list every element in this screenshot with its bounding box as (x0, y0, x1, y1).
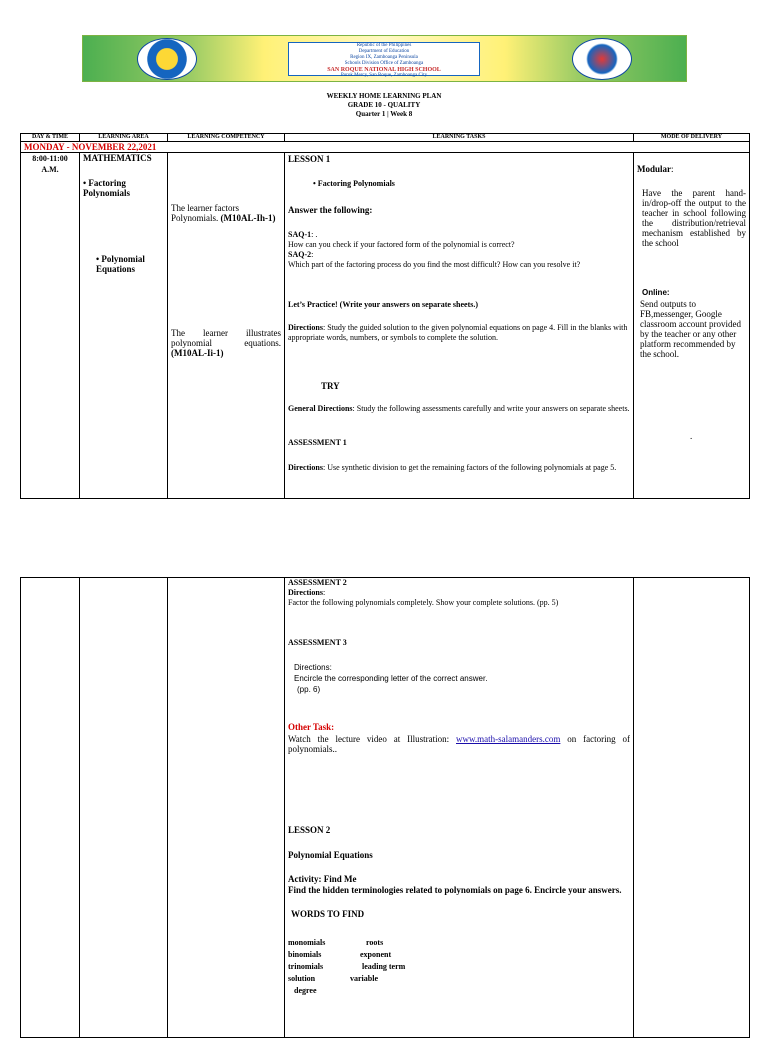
plan-table-page1 (20, 133, 750, 499)
time-text: 8:00-11:00 A.M. (32, 154, 68, 174)
directions-text: Factor the following polynomials completely. Show your complete solutions. (pp. 5) (288, 598, 559, 607)
doc-title: WEEKLY HOME LEARNING PLAN (326, 92, 442, 100)
col-header: LEARNING TASKS (285, 134, 634, 142)
directions-2 (288, 463, 630, 473)
day-label: MONDAY - NOVEMBER 22,2021 (21, 142, 750, 153)
time-cell-empty (21, 578, 80, 1038)
directions-suffix: : (322, 588, 326, 597)
online-label: Online: (642, 288, 670, 297)
mode-cell-empty (634, 578, 750, 1038)
directions-text: : Study the guided solution to the given polynomial equations on page 4. Fill in the blanks with appropriate words, numbers, or symbols to complete the solution. (288, 323, 628, 342)
assessment-2-directions (288, 588, 630, 608)
other-task-label: Other Task: (288, 722, 335, 732)
deped-seal-logo (572, 38, 632, 80)
saq-1-label: SAQ-1 (288, 230, 312, 239)
directions-label: Directions (288, 588, 323, 597)
competency-1 (171, 203, 281, 223)
competency-2-text: The learner illustrates polynomial equations. (171, 328, 281, 348)
trailing-dot: . (690, 431, 693, 441)
word-row (288, 974, 630, 986)
word-row (288, 938, 630, 950)
word: degree (294, 986, 317, 995)
word: variable (350, 974, 378, 983)
tasks-cell-continued (285, 578, 634, 1038)
saq-2-suffix: : (311, 250, 314, 259)
watch-video-text (288, 734, 630, 754)
learning-area-cell (80, 153, 168, 499)
day-row (21, 142, 750, 153)
try-heading: TRY (321, 381, 340, 391)
directions-1 (288, 323, 630, 343)
time-cell (21, 153, 80, 499)
assessment-3-pages: (pp. 6) (297, 685, 321, 694)
word: exponent (360, 950, 392, 959)
banner-line: Department of Education (358, 49, 410, 54)
header-banner (82, 35, 687, 82)
subject-label: MATHEMATICS (83, 153, 152, 163)
tasks-cell (285, 153, 634, 499)
word: solution (288, 974, 316, 983)
watch-after-text: on factoring of polynomials.. (288, 734, 631, 754)
saq-2-label: SAQ-2 (288, 250, 312, 259)
competency-1-code: (M10AL-Ih-1) (220, 213, 276, 223)
col-header: LEARNING COMPETENCY (168, 134, 285, 142)
assessment-3-instruction: Encircle the corresponding letter of the correct answer. (294, 674, 488, 683)
word: binomials (288, 950, 322, 959)
competency-2 (171, 328, 281, 358)
answer-heading: Answer the following: (288, 205, 373, 215)
competency-1-text: The learner factors Polynomials. (171, 203, 239, 223)
directions-label: Directions (288, 323, 323, 332)
general-directions-label: General Directions (288, 404, 353, 413)
lesson-row (21, 153, 750, 499)
area-cell-empty (80, 578, 168, 1038)
lesson-2-heading: LESSON 2 (288, 825, 331, 835)
word: trinomials (288, 962, 324, 971)
lesson-1-topic: • Factoring Polynomials (313, 179, 395, 188)
plan-table-page2 (20, 577, 750, 1038)
mode-cell (634, 153, 750, 499)
modular-heading (637, 164, 746, 174)
online-text: Send outputs to FB,messenger, Google classroom account provided by the teacher or any other platform recommended by the school. (640, 299, 741, 359)
word: roots (366, 938, 384, 947)
word-row (288, 986, 630, 998)
modular-text: Have the parent hand-in/drop-off the output to the teacher in school following the distribution/retrieval mechanism established by the school (642, 188, 746, 248)
general-directions-text: : Study the following assessments carefully and write your answers on separate sheets. (352, 404, 630, 413)
saq-1-suffix: : . (311, 230, 318, 239)
words-to-find-heading: WORDS TO FIND (291, 909, 365, 919)
modular-label: Modular (637, 164, 672, 174)
banner-line: Republic of the Philippines (356, 43, 412, 48)
watch-text: Watch the lecture video at Illustration: (288, 734, 450, 744)
assessment-3-heading: ASSESSMENT 3 (288, 638, 347, 647)
col-header: LEARNING AREA (80, 134, 168, 142)
banner-line: Purok Mercy, San Roque, Zamboanga City (340, 73, 428, 78)
assessment-1-heading: ASSESSMENT 1 (288, 438, 347, 447)
competency-cell (168, 153, 285, 499)
assessment-2-heading: ASSESSMENT 2 (288, 578, 347, 587)
banner-text-box (288, 42, 480, 76)
practice-heading: Let’s Practice! (Write your answers on separate sheets.) (288, 300, 479, 309)
topic-factoring: • Factoring Polynomials (83, 178, 131, 198)
general-directions (288, 404, 630, 414)
find-instruction: Find the hidden terminologies related to polynomials on page 6. Encircle your answers. (288, 885, 622, 895)
col-header: DAY & TIME (21, 134, 80, 142)
word-row (288, 950, 630, 962)
banner-line: Region IX, Zamboanga Peninsula (350, 55, 418, 60)
saq-1-question: How can you check if your factored form of the polynomial is correct? (288, 240, 515, 249)
lesson-1-heading: LESSON 1 (288, 154, 331, 164)
banner-line: Schools Division Office of Zamboanga (344, 61, 424, 66)
school-seal-logo (137, 38, 197, 80)
word: monomials (288, 938, 326, 947)
quarter-label: Quarter 1 | Week 8 (355, 110, 413, 118)
saq-1 (288, 230, 630, 270)
assessment-3-directions: Directions: (294, 663, 332, 672)
banner-school-name: SAN ROQUE NATIONAL HIGH SCHOOL (327, 67, 441, 73)
modular-suffix: : (671, 164, 674, 174)
grade-label: GRADE 10 - QUALITY (347, 101, 421, 109)
topic-polynomial-eq: • Polynomial Equations (96, 254, 145, 274)
col-header: MODE OF DELIVERY (634, 134, 750, 142)
directions-text: : Use synthetic division to get the remaining factors of the following polynomials at page 5. (322, 463, 617, 472)
saq-2-question: Which part of the factoring process do you find the most difficult? How can you resolve it? (288, 260, 581, 269)
directions-label: Directions (288, 463, 323, 472)
video-link[interactable]: www.math-salamanders.com (456, 734, 561, 744)
word: leading term (362, 962, 406, 971)
continued-row (21, 578, 750, 1038)
activity-heading: Activity: Find Me (288, 874, 357, 884)
competency-cell-empty (168, 578, 285, 1038)
competency-2-code: (M10AL-Ii-1) (171, 348, 224, 358)
table-header-row (21, 134, 750, 142)
word-row (288, 962, 630, 974)
polynomial-equations-heading: Polynomial Equations (288, 850, 373, 860)
words-list (288, 938, 630, 998)
